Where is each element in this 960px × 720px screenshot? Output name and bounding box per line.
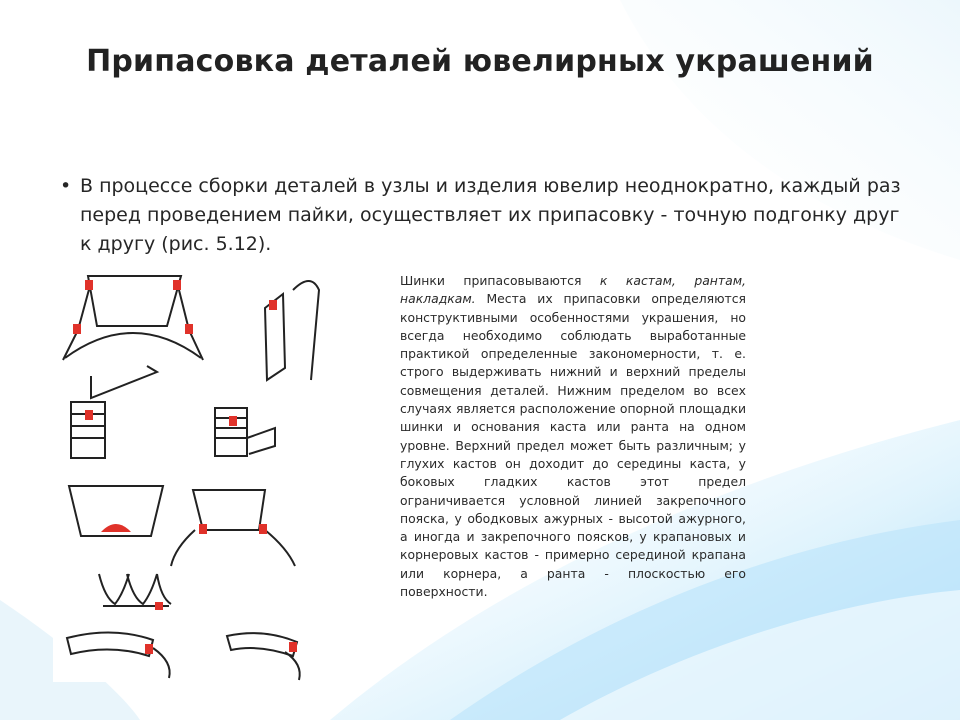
caption-lead-italic: к кастам, рантам, накладкам. [400,273,746,307]
fig-joint-2 [173,280,181,290]
fig-joint-11 [155,602,163,610]
fig-joint-9 [199,524,207,534]
fig-arc-1 [65,333,201,358]
fig-shank-1b [177,282,203,360]
slide-title: Припасовка деталей ювелирных украшений [86,44,874,79]
caption-body: Места их припасовки определяются конструктивными особенностями украшения, но всегда необходимо соблюдать выработанные практикой определенные закономерности, т. е. строго выдерживать нижний и верхний пределы совмещения деталей. Нижним пределом во всех случаях является расположение опорной площадки шинки и основания каста или ранта на одном уровне. Верхний предел может быть различным; у глухих кастов он доходит до середины каста, у боковых гладких кастов этот предел ограничивается условной линией закрепочного пояска, у ободковых ажурных - высотой ажурного, а иногда и закрепочного поясков, у крапановых и корнеровых кастов - примерно серединой крапана или корнера, а ранта - плоскостью его поверхности. [400,291,746,600]
fig-band-1 [67,632,153,656]
fig-joint-7 [229,416,237,426]
fig-joint-4 [185,324,193,334]
fig-joint-3 [73,324,81,334]
assembly-figure [53,268,330,682]
fig-claws [99,574,171,604]
fig-joint-12 [145,644,153,654]
fig-shank-3b [265,530,295,566]
bullet-text: В процессе сборки деталей в узлы и изделия ювелир неоднократно, каждый раз перед проведением пайки, осуществляет их припасовку - точную подгонку друг к другу (рис. 5.12). [80,175,901,255]
fig-stack-2 [215,408,247,456]
fig-shank-1a [63,282,91,360]
fig-joint-8 [101,524,131,532]
bullet-paragraph [60,172,910,259]
fig-tab [247,428,275,454]
fig-joint-5 [269,300,277,310]
caption-lead: Шинки припасовываются [400,273,600,288]
fig-joint-10 [259,524,267,534]
figure-drawing [53,268,330,682]
fig-hook-2 [91,366,157,398]
fig-arc-2 [153,648,170,678]
fig-cast-1 [88,276,181,326]
bullet-marker: • [60,175,72,197]
fig-joint-6 [85,410,93,420]
figure-caption [400,272,746,601]
fig-hook [293,281,319,380]
fig-joint-1 [85,280,93,290]
fig-joint-13 [289,642,297,652]
fig-shank-3a [171,530,195,566]
